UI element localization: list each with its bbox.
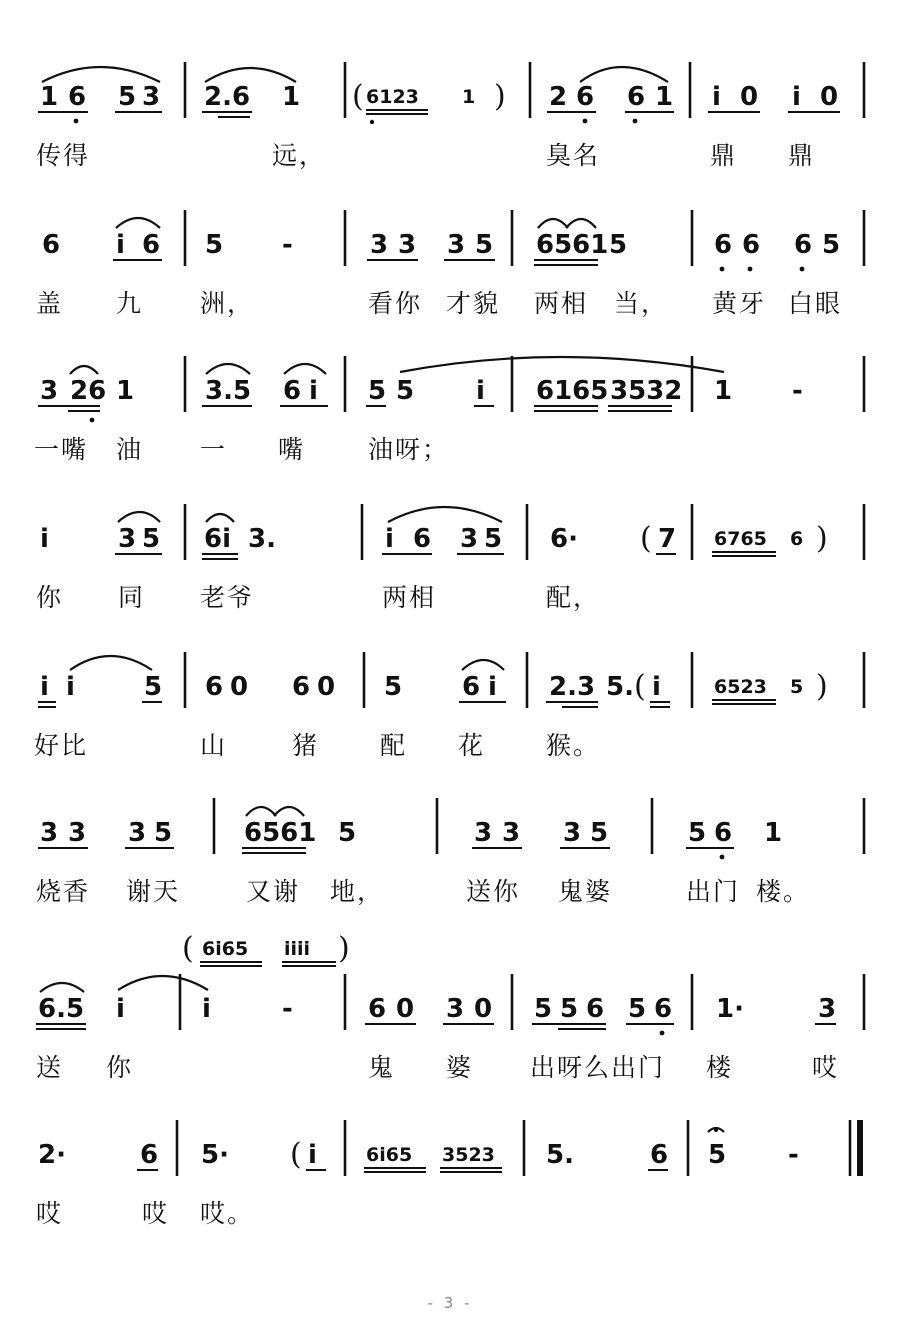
note-group: 6i [204, 524, 232, 554]
note: i [116, 994, 125, 1024]
lyric: 配， [546, 583, 601, 612]
lyrics-line-7 [0, 952, 900, 1082]
paren: ) [816, 521, 828, 556]
lyrics-line-8 [0, 1098, 900, 1228]
note: i [308, 1140, 317, 1170]
note: 6 [462, 672, 481, 702]
note: i [385, 524, 394, 554]
note: i [40, 524, 49, 554]
note: 6 [292, 672, 311, 702]
note: 6 [576, 82, 595, 112]
lyric: 油呀； [368, 435, 450, 464]
lyric: 地， [330, 877, 385, 906]
lyric: 盖 [36, 289, 64, 318]
note: 0 [317, 672, 336, 702]
note: 5 [590, 818, 609, 848]
note: i [309, 376, 318, 406]
lyric: 楼。 [756, 877, 811, 906]
lyric: 谢天 [126, 877, 181, 906]
note: 5 [790, 676, 804, 698]
note: 1 [655, 82, 674, 112]
lyric: 臭名 [546, 141, 601, 170]
lyric: 九 [116, 289, 144, 318]
lyric: 一嘴 [34, 435, 89, 464]
note-group: 3532 [610, 376, 683, 406]
note: 6 [627, 82, 646, 112]
score-system-4 [0, 482, 900, 612]
note: 7 [658, 524, 677, 554]
lyrics-line-6 [0, 776, 900, 906]
note: i [488, 672, 497, 702]
note: 5 [154, 818, 173, 848]
note: 0 [230, 672, 249, 702]
lyric: 出呀么出门 [530, 1053, 666, 1082]
note: i [476, 376, 485, 406]
note: 5 [144, 672, 163, 702]
dash: - [282, 994, 293, 1024]
lyrics-line-1 [0, 40, 900, 170]
note: 3 [818, 994, 837, 1024]
score-system-1 [0, 40, 900, 170]
note: 6 [714, 230, 733, 260]
note: 6 [794, 230, 813, 260]
note: 3 [68, 818, 87, 848]
lyric: 老爷 [200, 583, 255, 612]
note: 6.5 [38, 994, 85, 1024]
note: 5· [201, 1140, 229, 1170]
lyric: 哎 [142, 1199, 170, 1228]
lyric: 楼 [706, 1053, 734, 1082]
note: i [712, 82, 721, 112]
note: 0 [820, 82, 839, 112]
paren: ) [816, 669, 828, 704]
lyric: 才貌 [446, 289, 501, 318]
note: 6 [650, 1140, 669, 1170]
note: 1 [764, 818, 783, 848]
note: 5. [546, 1140, 574, 1170]
note: 1 [462, 86, 476, 108]
note: 5. [606, 672, 634, 702]
note: 0 [740, 82, 759, 112]
lyric: 烧香 [36, 877, 91, 906]
note: 6 [368, 994, 387, 1024]
paren: ) [494, 79, 506, 114]
note: 0 [474, 994, 493, 1024]
lyric: 哎 [812, 1053, 840, 1082]
note: 5 [205, 230, 224, 260]
note: 6 [742, 230, 761, 260]
paren: ( [634, 669, 646, 704]
score-system-5 [0, 630, 900, 760]
note: 5 [708, 1140, 727, 1170]
lyric: 又谢 [246, 877, 301, 906]
lyric: 好比 [34, 731, 89, 760]
note: 5 [368, 376, 387, 406]
note: 6 [413, 524, 432, 554]
note: 1· [716, 994, 744, 1024]
note: 5 [484, 524, 503, 554]
note: 6 [42, 230, 61, 260]
note: 6· [550, 524, 578, 554]
note-group: 6561 [244, 818, 317, 848]
note: 3 [563, 818, 582, 848]
lyric: 哎。 [200, 1199, 255, 1228]
paren: ( [352, 79, 364, 114]
lyric: 你 [106, 1053, 134, 1082]
note-group: 6165 [536, 376, 609, 406]
note: i [202, 994, 211, 1024]
note: 1 [282, 82, 301, 112]
note: 5 [560, 994, 579, 1024]
note-group: 3523 [442, 1144, 495, 1166]
note: 5 [609, 230, 628, 260]
note: i [40, 672, 49, 702]
lyric: 鼎 [710, 141, 738, 170]
dash: - [788, 1140, 799, 1170]
note: i [652, 672, 661, 702]
score-system-6 [0, 776, 900, 906]
lyrics-line-2 [0, 188, 900, 318]
lyric: 鬼婆 [558, 877, 613, 906]
note: 26 [70, 376, 107, 406]
note-group: 6123 [366, 86, 419, 108]
note: i [792, 82, 801, 112]
note: 5 [142, 524, 161, 554]
lyrics-line-4 [0, 482, 900, 612]
note: 6 [205, 672, 224, 702]
lyric: 哎 [36, 1199, 64, 1228]
note: 6 [654, 994, 673, 1024]
dash: - [282, 230, 293, 260]
note: 6 [283, 376, 302, 406]
note: 2.3 [549, 672, 596, 702]
note: 6 [140, 1140, 159, 1170]
lyric: 婆 [446, 1053, 474, 1082]
lyric: 一 [200, 435, 228, 464]
lyric: 猴。 [546, 731, 601, 760]
note: 0 [396, 994, 415, 1024]
note: 3 [398, 230, 417, 260]
paren: ( [290, 1137, 302, 1172]
lyric: 出门 [686, 877, 741, 906]
lyric: 洲， [200, 289, 255, 318]
note: 2.6 [204, 82, 251, 112]
note: 3 [128, 818, 147, 848]
lyric: 看你 [368, 289, 423, 318]
note: i [116, 230, 125, 260]
lyric: 两相 [382, 583, 437, 612]
note: 3 [502, 818, 521, 848]
lyric: 远， [272, 141, 327, 170]
score-system-2 [0, 188, 900, 318]
note-group: 6765 [714, 528, 767, 550]
lyric: 鼎 [788, 141, 816, 170]
note-group: 6523 [714, 676, 767, 698]
note: i [66, 672, 75, 702]
lyric: 送 [36, 1053, 64, 1082]
note: 5 [628, 994, 647, 1024]
note: 5 [384, 672, 403, 702]
note: 5 [118, 82, 137, 112]
note: 3.5 [205, 376, 252, 406]
lyric: 猪 [292, 731, 320, 760]
note-group: 6561 [536, 230, 609, 260]
note: 5 [534, 994, 553, 1024]
note: 3 [446, 994, 465, 1024]
note: 3 [40, 376, 59, 406]
note: 3 [460, 524, 479, 554]
note-group: 6i65 [366, 1144, 413, 1166]
note: 6 [790, 528, 804, 550]
lyrics-line-5 [0, 630, 900, 760]
note: 1 [714, 376, 733, 406]
paren: ( [640, 521, 652, 556]
lyric: 嘴 [278, 435, 306, 464]
lyrics-line-3 [0, 334, 900, 464]
note: 6 [714, 818, 733, 848]
lyric: 当， [614, 289, 669, 318]
note: 3 [118, 524, 137, 554]
lyric: 你 [36, 583, 64, 612]
note: 6 [586, 994, 605, 1024]
note: 5 [822, 230, 841, 260]
lyric: 同 [118, 583, 146, 612]
note: 5 [475, 230, 494, 260]
lyric: 传得 [36, 141, 91, 170]
note: 3 [142, 82, 161, 112]
lyric: 白眼 [788, 289, 843, 318]
note: 3. [248, 524, 276, 554]
dash: - [792, 376, 803, 406]
note: 3 [40, 818, 59, 848]
note: 3 [370, 230, 389, 260]
lyric: 黄牙 [712, 289, 767, 318]
lyric: 油 [116, 435, 144, 464]
note: 1 [116, 376, 135, 406]
note: 3 [447, 230, 466, 260]
note: 5 [396, 376, 415, 406]
lyric: 鬼 [368, 1053, 396, 1082]
page-number: - 3 - [427, 1294, 473, 1312]
score-system-7 [0, 931, 900, 1082]
lyric: 配 [380, 731, 408, 760]
note: 6 [142, 230, 161, 260]
note: 2 [549, 82, 568, 112]
note: 2· [38, 1140, 66, 1170]
note-group: iiii [284, 938, 311, 960]
lyric: 花 [458, 731, 486, 760]
lyric: 两相 [534, 289, 589, 318]
score-system-3 [0, 334, 900, 464]
paren: ) [338, 931, 350, 966]
paren: ( [182, 931, 194, 966]
note-group: 6i65 [202, 938, 249, 960]
note: 6 [68, 82, 87, 112]
note: 1 [40, 82, 59, 112]
lyric: 送你 [466, 877, 521, 906]
score-system-8 [0, 1098, 900, 1228]
note: 5 [688, 818, 707, 848]
note: 3 [474, 818, 493, 848]
note: 5 [338, 818, 357, 848]
lyric: 山 [200, 731, 228, 760]
